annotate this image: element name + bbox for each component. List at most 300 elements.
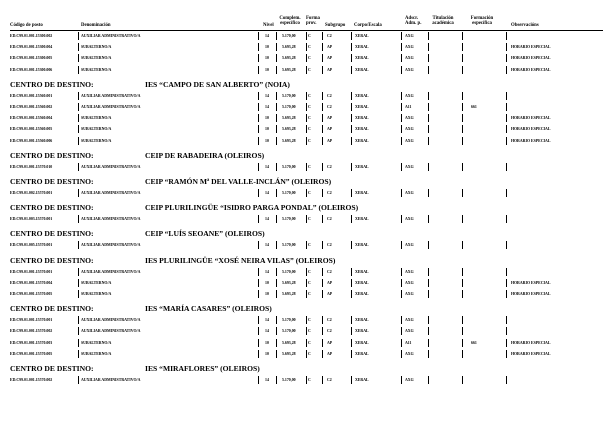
cell-adscription: AXG xyxy=(405,269,414,274)
column-divider xyxy=(322,137,323,145)
column-divider xyxy=(258,125,259,133)
column-divider xyxy=(258,43,259,51)
column-divider xyxy=(306,241,307,249)
centre-prefix: CENTRO DE DESTINO: xyxy=(10,203,94,213)
cell-complement: 5.693,28 xyxy=(282,138,296,143)
column-divider xyxy=(306,215,307,223)
column-divider xyxy=(351,241,352,249)
column-divider xyxy=(78,241,79,249)
cell-corps: XERAL xyxy=(355,116,369,121)
cell-provision-form: C xyxy=(308,138,311,143)
column-divider xyxy=(322,43,323,51)
column-divider xyxy=(258,163,259,171)
header-adscr-line1: Adscr. xyxy=(405,16,419,21)
column-divider xyxy=(78,43,79,51)
cell-corps: XERAL xyxy=(355,93,369,98)
cell-post-code: ED.C99.01.001.15570.004 xyxy=(10,280,53,285)
column-divider xyxy=(351,215,352,223)
centre-prefix: CENTRO DE DESTINO: xyxy=(10,255,94,265)
column-divider xyxy=(462,376,463,384)
column-divider xyxy=(276,376,277,384)
column-divider xyxy=(322,327,323,335)
cell-level: 14 xyxy=(265,329,269,334)
column-divider xyxy=(322,241,323,249)
cell-denomination: AUXILIAR ADMINISTRATIVO/A xyxy=(81,93,141,98)
table-row xyxy=(0,327,615,338)
column-divider xyxy=(78,54,79,62)
cell-level: 14 xyxy=(265,93,269,98)
column-divider xyxy=(258,316,259,324)
cell-complement: 5.170,00 xyxy=(282,217,296,222)
column-divider xyxy=(306,163,307,171)
column-divider xyxy=(322,189,323,197)
cell-post-code: ED.C99.01.001.15300.006 xyxy=(10,67,53,72)
column-divider xyxy=(276,125,277,133)
column-divider xyxy=(401,43,402,51)
centre-name: IES “CAMPO DE SAN ALBERTO” (NOIA) xyxy=(145,79,290,89)
column-divider xyxy=(428,241,429,249)
column-divider xyxy=(322,339,323,347)
cell-adscription: AXG xyxy=(405,56,414,61)
header-forma xyxy=(306,16,320,26)
cell-level: 14 xyxy=(265,164,269,169)
cell-subgroup: AP xyxy=(327,340,333,345)
cell-subgroup: C2 xyxy=(327,164,332,169)
cell-level: 14 xyxy=(265,243,269,248)
centre-prefix: CENTRO DE DESTINO: xyxy=(10,79,94,89)
cell-subgroup: AP xyxy=(327,127,333,132)
cell-complement: 5.170,00 xyxy=(282,105,296,109)
cell-level: 10 xyxy=(265,127,269,132)
column-divider xyxy=(78,125,79,133)
cell-provision-form: C xyxy=(308,67,311,72)
cell-complement: 5.170,00 xyxy=(282,243,296,248)
column-divider xyxy=(351,350,352,358)
cell-training: 661 xyxy=(471,105,477,109)
header-adscr xyxy=(405,16,421,26)
cell-complement: 5.170,00 xyxy=(282,329,296,334)
column-divider xyxy=(506,339,507,347)
column-divider xyxy=(306,268,307,276)
column-divider xyxy=(428,66,429,74)
header-forma-line1: Forma xyxy=(306,16,320,21)
column-divider xyxy=(322,350,323,358)
column-divider xyxy=(78,66,79,74)
column-divider xyxy=(78,339,79,347)
table-row xyxy=(0,241,615,252)
column-divider xyxy=(506,114,507,122)
cell-post-code: ED.C99.01.001.15570.002 xyxy=(10,329,53,334)
cell-denomination: SUBALTERNO/A xyxy=(81,340,112,345)
column-divider xyxy=(351,290,352,298)
column-divider xyxy=(506,290,507,298)
cell-denomination: AUXILIAR ADMINISTRATIVO/A xyxy=(81,318,141,323)
column-divider xyxy=(401,125,402,133)
column-divider xyxy=(276,215,277,223)
cell-provision-form: C xyxy=(308,127,311,132)
cell-post-code: ED.C99.01.001.15570.003 xyxy=(10,340,53,345)
cell-post-code: ED.C99.01.001.15570.001 xyxy=(10,318,53,323)
cell-level: 14 xyxy=(265,378,269,382)
column-divider xyxy=(401,66,402,74)
column-divider xyxy=(306,189,307,197)
column-divider xyxy=(428,137,429,145)
column-divider xyxy=(306,327,307,335)
cell-subgroup: AP xyxy=(327,67,333,72)
header-complem-line1: Complem. xyxy=(279,16,301,21)
column-divider xyxy=(276,279,277,287)
cell-denomination: AUXILIAR ADMINISTRATIVO/A xyxy=(81,34,141,38)
column-divider xyxy=(351,43,352,51)
column-divider xyxy=(78,279,79,287)
cell-complement: 5.170,00 xyxy=(282,378,296,382)
cell-level: 10 xyxy=(265,340,269,345)
cell-denomination: SUBALTERNO/A xyxy=(81,116,112,121)
column-divider xyxy=(401,163,402,171)
cell-complement: 5.693,28 xyxy=(282,280,296,285)
cell-post-code: ED.C99.01.001.15570.001 xyxy=(10,269,53,274)
centre-prefix: CENTRO DE DESTINO: xyxy=(10,364,94,373)
column-divider xyxy=(506,92,507,100)
column-divider xyxy=(401,327,402,335)
centre-name: CEIP PLURILINGÜE “ISIDRO PARGA PONDAL” (OLEIROS) xyxy=(145,203,359,213)
cell-post-code: ED.C99.01.001.15570.005 xyxy=(10,351,53,356)
column-divider xyxy=(428,125,429,133)
table-row xyxy=(0,350,615,361)
cell-provision-form: C xyxy=(308,329,311,334)
column-divider xyxy=(428,114,429,122)
table-row xyxy=(0,339,615,350)
column-divider xyxy=(462,279,463,287)
header-titulacion-line1: Titulación xyxy=(432,16,454,21)
column-divider xyxy=(258,279,259,287)
column-divider xyxy=(428,376,429,384)
column-divider xyxy=(351,316,352,324)
column-divider xyxy=(306,316,307,324)
cell-provision-form: C xyxy=(308,191,311,195)
column-divider xyxy=(462,125,463,133)
cell-corps: XERAL xyxy=(355,378,369,382)
cell-provision-form: C xyxy=(308,243,311,248)
column-divider xyxy=(462,92,463,100)
column-divider xyxy=(506,32,507,40)
column-divider xyxy=(462,339,463,347)
column-divider xyxy=(258,66,259,74)
column-divider xyxy=(258,137,259,145)
column-divider xyxy=(401,350,402,358)
table-row xyxy=(0,32,615,43)
column-divider xyxy=(462,32,463,40)
column-divider xyxy=(78,114,79,122)
table-row xyxy=(0,279,615,290)
column-divider xyxy=(351,268,352,276)
centre-name: CEIP “RAMÓN Mª DEL VALLE-INCLÁN” (OLEIROS) xyxy=(145,177,332,186)
column-divider xyxy=(78,268,79,276)
column-divider xyxy=(462,43,463,51)
cell-subgroup: AP xyxy=(327,56,333,61)
cell-corps: XERAL xyxy=(355,127,369,132)
column-divider xyxy=(258,215,259,223)
column-divider xyxy=(351,103,352,111)
column-divider xyxy=(322,103,323,111)
column-divider xyxy=(258,54,259,62)
centre-prefix: CENTRO DE DESTINO: xyxy=(10,229,94,239)
table-row xyxy=(0,163,615,174)
column-divider xyxy=(322,54,323,62)
cell-denomination: SUBALTERNO/A xyxy=(81,127,112,132)
cell-corps: XERAL xyxy=(355,105,369,109)
cell-post-code: ED.C99.01.005.15570.001 xyxy=(10,243,53,248)
cell-subgroup: AP xyxy=(327,351,333,356)
cell-corps: XERAL xyxy=(355,243,369,248)
column-divider xyxy=(506,66,507,74)
column-divider xyxy=(462,189,463,197)
column-divider xyxy=(351,163,352,171)
column-divider xyxy=(306,350,307,358)
table-row xyxy=(0,66,615,77)
column-divider xyxy=(351,114,352,122)
centre-name: CEIP DE RABADEIRA (OLEIROS) xyxy=(145,150,265,160)
cell-subgroup: AP xyxy=(327,292,333,296)
column-divider xyxy=(401,114,402,122)
cell-observations: HORARIO ESPECIAL xyxy=(511,67,551,72)
column-divider xyxy=(322,215,323,223)
cell-provision-form: C xyxy=(308,340,311,345)
column-divider xyxy=(401,189,402,197)
cell-adscription: AXG xyxy=(405,378,414,382)
cell-adscription: AXG xyxy=(405,45,414,50)
cell-post-code: ED.C99.01.001.15560.006 xyxy=(10,138,53,143)
cell-corps: XERAL xyxy=(355,329,369,334)
column-divider xyxy=(258,189,259,197)
cell-provision-form: C xyxy=(308,164,311,169)
column-divider xyxy=(428,327,429,335)
header-titulacion xyxy=(428,16,458,26)
column-divider xyxy=(401,268,402,276)
column-divider xyxy=(306,32,307,40)
cell-complement: 5.693,28 xyxy=(282,351,296,356)
cell-complement: 5.693,28 xyxy=(282,67,296,72)
cell-provision-form: C xyxy=(308,93,311,98)
cell-observations: HORARIO ESPECIAL xyxy=(511,56,551,61)
table-row xyxy=(0,43,615,54)
column-divider xyxy=(428,163,429,171)
cell-complement: 5.170,00 xyxy=(282,34,296,38)
column-divider xyxy=(276,103,277,111)
cell-observations: HORARIO ESPECIAL xyxy=(511,292,551,296)
column-divider xyxy=(78,350,79,358)
column-divider xyxy=(276,43,277,51)
header-formacion-line1: Formación xyxy=(470,16,494,21)
cell-complement: 5.693,28 xyxy=(282,292,296,296)
header-nivel: Nivel xyxy=(263,23,274,28)
column-divider xyxy=(428,215,429,223)
cell-denomination: AUXILIAR ADMINISTRATIVO/A xyxy=(81,243,141,248)
cell-level: 14 xyxy=(265,217,269,222)
column-divider xyxy=(401,103,402,111)
cell-post-code: ED.C99.01.001.15560.004 xyxy=(10,116,53,121)
column-divider xyxy=(401,376,402,384)
cell-denomination: SUBALTERNO/A xyxy=(81,56,112,61)
centre-prefix: CENTRO DE DESTINO: xyxy=(10,150,94,160)
cell-adscription: AXG xyxy=(405,318,414,323)
cell-corps: XERAL xyxy=(355,280,369,285)
cell-denomination: AUXILIAR ADMINISTRATIVO/A xyxy=(81,329,141,334)
cell-denomination: AUXILIAR ADMINISTRATIVO/A xyxy=(81,105,141,109)
cell-subgroup: C2 xyxy=(327,329,332,334)
column-divider xyxy=(276,32,277,40)
cell-observations: HORARIO ESPECIAL xyxy=(511,351,551,356)
cell-post-code: ED.C99.01.001.15560.005 xyxy=(10,127,53,132)
column-divider xyxy=(322,32,323,40)
column-divider xyxy=(258,32,259,40)
header-titulacion-line2: académica xyxy=(432,21,454,27)
cell-denomination: SUBALTERNO/A xyxy=(81,280,112,285)
column-divider xyxy=(306,66,307,74)
column-divider xyxy=(428,43,429,51)
cell-post-code: ED.C99.01.001.15570.010 xyxy=(10,164,53,169)
centre-prefix: CENTRO DE DESTINO: xyxy=(10,177,94,186)
column-divider xyxy=(401,92,402,100)
column-divider xyxy=(322,268,323,276)
cell-level: 10 xyxy=(265,45,269,50)
cell-complement: 5.693,28 xyxy=(282,116,296,121)
column-divider xyxy=(78,163,79,171)
column-divider xyxy=(506,350,507,358)
column-divider xyxy=(401,316,402,324)
column-divider xyxy=(506,163,507,171)
cell-corps: XERAL xyxy=(355,34,369,38)
column-divider xyxy=(462,54,463,62)
column-divider xyxy=(351,137,352,145)
cell-provision-form: C xyxy=(308,45,311,50)
cell-level: 10 xyxy=(265,351,269,356)
table-row xyxy=(0,189,615,200)
column-divider xyxy=(276,163,277,171)
cell-subgroup: AP xyxy=(327,45,333,50)
cell-denomination: SUBALTERNO/A xyxy=(81,292,112,296)
column-divider xyxy=(506,327,507,335)
cell-adscription: AXG xyxy=(405,292,414,296)
column-divider xyxy=(351,279,352,287)
column-divider xyxy=(306,125,307,133)
column-divider xyxy=(462,290,463,298)
column-divider xyxy=(506,279,507,287)
header-codigo: Código de posto xyxy=(10,23,43,28)
column-divider xyxy=(306,43,307,51)
cell-post-code: ED.C99.01.001.15300.002 xyxy=(10,34,53,38)
header-formacion xyxy=(466,16,498,26)
cell-provision-form: C xyxy=(308,351,311,356)
column-divider xyxy=(462,268,463,276)
column-divider xyxy=(258,290,259,298)
column-divider xyxy=(428,268,429,276)
column-divider xyxy=(351,189,352,197)
cell-denomination: SUBALTERNO/A xyxy=(81,351,112,356)
column-divider xyxy=(322,316,323,324)
cell-subgroup: C2 xyxy=(327,318,332,323)
cell-level: 10 xyxy=(265,56,269,61)
column-divider xyxy=(78,290,79,298)
column-divider xyxy=(351,66,352,74)
column-divider xyxy=(306,290,307,298)
column-divider xyxy=(428,279,429,287)
centre-name: IES “MIRAFLORES” (OLEIROS) xyxy=(145,364,260,373)
column-divider xyxy=(306,279,307,287)
header-adscr-line2: Adm. p. xyxy=(405,21,422,27)
column-divider xyxy=(351,125,352,133)
cell-adscription: AXG xyxy=(405,138,414,143)
column-divider xyxy=(322,279,323,287)
cell-level: 10 xyxy=(265,280,269,285)
cell-corps: XERAL xyxy=(355,340,369,345)
column-divider xyxy=(506,241,507,249)
cell-adscription: AXG xyxy=(405,191,414,195)
column-divider xyxy=(428,189,429,197)
cell-observations: HORARIO ESPECIAL xyxy=(511,280,551,285)
column-divider xyxy=(401,54,402,62)
cell-denomination: AUXILIAR ADMINISTRATIVO/A xyxy=(81,217,141,222)
cell-denomination: SUBALTERNO/A xyxy=(81,138,112,143)
cell-subgroup: C2 xyxy=(327,34,332,38)
column-divider xyxy=(506,54,507,62)
column-divider xyxy=(276,316,277,324)
cell-adscription: AXG xyxy=(405,116,414,121)
cell-complement: 5.170,00 xyxy=(282,93,296,98)
cell-subgroup: C2 xyxy=(327,269,332,274)
cell-observations: HORARIO ESPECIAL xyxy=(511,340,551,345)
cell-post-code: ED.C99.01.001.15560.001 xyxy=(10,93,53,98)
cell-level: 14 xyxy=(265,34,269,38)
column-divider xyxy=(428,54,429,62)
column-divider xyxy=(276,327,277,335)
cell-denomination: SUBALTERNO/A xyxy=(81,45,112,50)
column-divider xyxy=(306,137,307,145)
column-divider xyxy=(78,92,79,100)
column-divider xyxy=(462,316,463,324)
table-row xyxy=(0,268,615,279)
cell-observations: HORARIO ESPECIAL xyxy=(511,116,551,121)
column-divider xyxy=(506,137,507,145)
cell-adscription: AXG xyxy=(405,351,414,356)
column-divider xyxy=(322,125,323,133)
cell-subgroup: C2 xyxy=(327,378,332,382)
column-divider xyxy=(462,327,463,335)
column-divider xyxy=(78,376,79,384)
table-row xyxy=(0,92,615,103)
centre-name: IES PLURILINGÜE “XOSÉ NEIRA VILAS” (OLEIROS) xyxy=(145,255,336,265)
column-divider xyxy=(306,114,307,122)
table-row xyxy=(0,215,615,226)
cell-corps: XERAL xyxy=(355,191,369,195)
cell-provision-form: C xyxy=(308,269,311,274)
cell-post-code: ED.C99.01.001.15570.005 xyxy=(10,292,53,296)
cell-level: 10 xyxy=(265,67,269,72)
column-divider xyxy=(78,316,79,324)
cell-provision-form: C xyxy=(308,318,311,323)
cell-complement: 5.693,28 xyxy=(282,340,296,345)
column-divider xyxy=(276,290,277,298)
cell-adscription: AXG xyxy=(405,217,414,222)
cell-corps: XERAL xyxy=(355,67,369,72)
column-divider xyxy=(506,268,507,276)
table-row xyxy=(0,316,615,327)
column-divider xyxy=(462,114,463,122)
column-divider xyxy=(428,350,429,358)
table-row xyxy=(0,376,615,387)
cell-post-code: ED.C99.01.001.15560.002 xyxy=(10,105,53,109)
column-divider xyxy=(306,103,307,111)
